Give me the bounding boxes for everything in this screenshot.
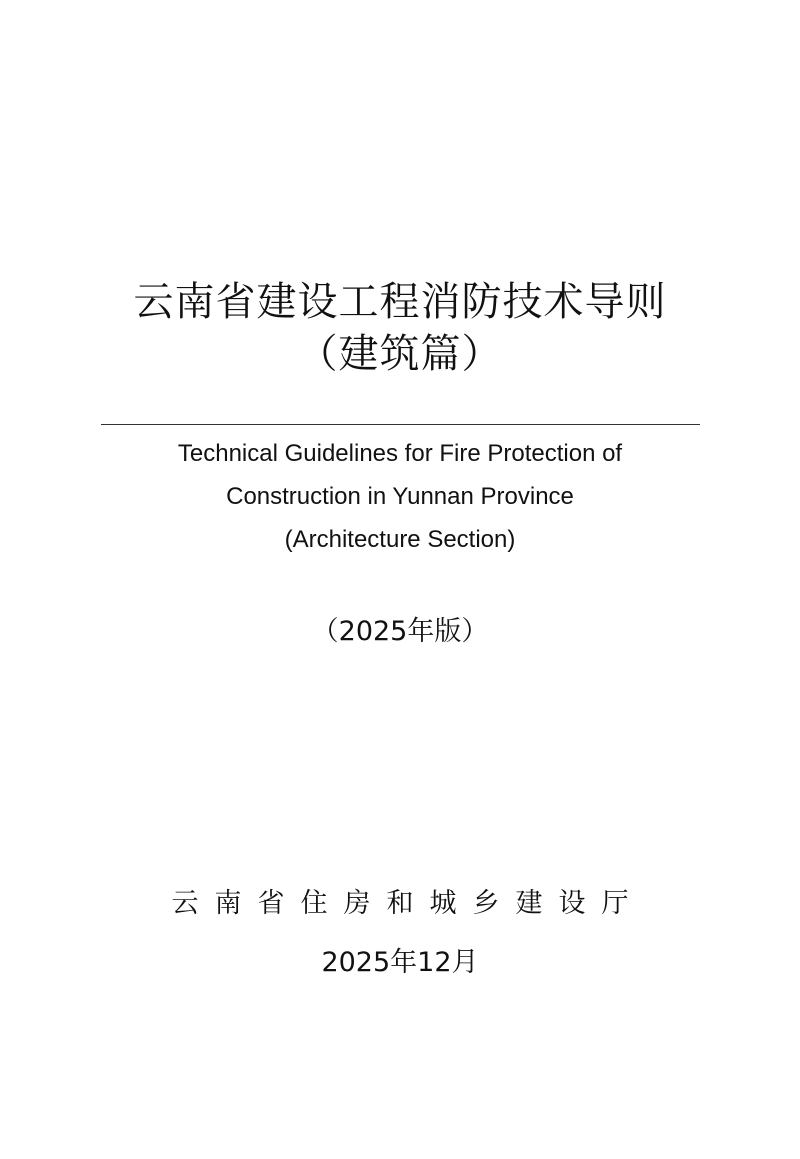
- english-title-line-2: Construction in Yunnan Province: [226, 483, 574, 510]
- chinese-title-text: [0, 276, 800, 380]
- chinese-title: [0, 276, 800, 380]
- chinese-title-line-2: （建筑篇）: [297, 331, 503, 377]
- title-divider: [101, 424, 700, 425]
- english-title: [0, 432, 800, 561]
- publication-date: 2025年12月: [321, 947, 479, 978]
- publisher-name: 云南省住房和城乡建设厅: [171, 888, 645, 919]
- english-title-line-1: Technical Guidelines for Fire Protection of: [177, 440, 623, 467]
- edition-label: （2025年版）: [311, 616, 489, 647]
- english-title-line-3: (Architecture Section): [284, 526, 516, 553]
- chinese-title-line-1: 云南省建设工程消防技术导则: [133, 279, 667, 325]
